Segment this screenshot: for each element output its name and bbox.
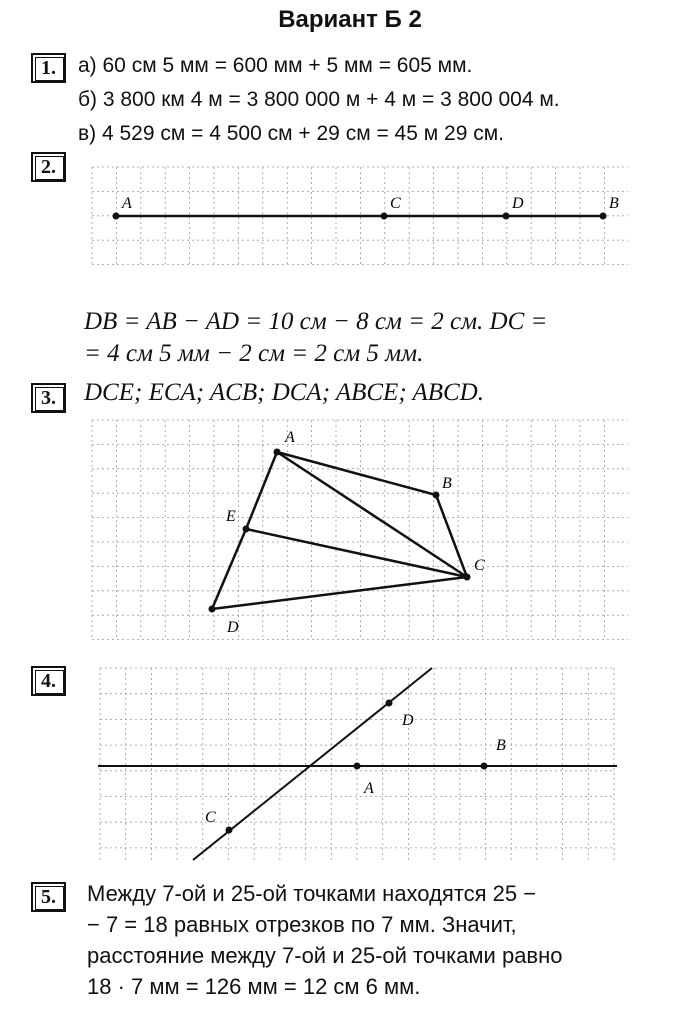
task-3-text: DCE; ECA; ACB; DCA; ABCE; ABCD. — [84, 379, 484, 406]
label-a: A — [122, 195, 132, 212]
point-d4 — [386, 700, 393, 707]
task-1-line-b: б) 3 800 км 4 м = 3 800 000 м + 4 м = 3 800 004 м. — [78, 88, 560, 111]
task-5-line-2: − 7 = 18 равных отрезков по 7 мм. Значит, — [87, 912, 517, 937]
label-c4: C — [205, 809, 216, 826]
label-d: D — [512, 195, 524, 212]
label-a3: A — [285, 429, 295, 446]
label-b4: B — [496, 737, 506, 754]
point-a — [113, 213, 120, 220]
page-title: Вариант Б 2 — [278, 6, 422, 33]
label-c: C — [390, 195, 401, 212]
task-5-line-3: расстояние между 7-ой и 25-ой точками равно — [87, 943, 563, 968]
point-a3 — [274, 449, 281, 456]
task-2-number: 2. — [31, 152, 66, 182]
label-c3: C — [474, 557, 485, 574]
point-a4 — [354, 763, 361, 770]
task-1-line-c: в) 4 529 см = 4 500 см + 29 см = 45 м 29 см. — [78, 122, 504, 145]
task-5-line-4: 18 · 7 мм = 126 мм = 12 см 6 мм. — [87, 974, 421, 999]
label-a4: A — [364, 780, 374, 797]
label-d3: D — [227, 619, 239, 636]
task-1-line-a: а) 60 см 5 мм = 600 мм + 5 мм = 605 мм. — [78, 54, 473, 77]
point-c3 — [464, 574, 471, 581]
point-b — [600, 213, 607, 220]
point-d3 — [209, 606, 216, 613]
point-c — [381, 213, 388, 220]
task-4-number: 4. — [31, 666, 66, 696]
point-e3 — [243, 526, 250, 533]
point-b4 — [481, 763, 488, 770]
task-2-text-2: = 4 см 5 мм − 2 см = 2 см 5 мм. — [84, 340, 424, 367]
label-b: B — [609, 195, 619, 212]
task-2-text-1: DB = AB − AD = 10 см − 8 см = 2 см. DC = — [84, 308, 548, 335]
point-b3 — [433, 492, 440, 499]
label-d4: D — [402, 712, 414, 729]
label-b3: B — [442, 475, 452, 492]
task-1-number: 1. — [31, 53, 66, 83]
polygon-figure — [212, 452, 467, 609]
task-5-number: 5. — [31, 882, 66, 912]
task-5-line-1: Между 7-ой и 25-ой точками находятся 25 − — [87, 881, 537, 906]
task-3-number: 3. — [31, 383, 66, 413]
point-d — [503, 213, 510, 220]
point-c4 — [226, 827, 233, 834]
label-e3: E — [226, 508, 236, 525]
